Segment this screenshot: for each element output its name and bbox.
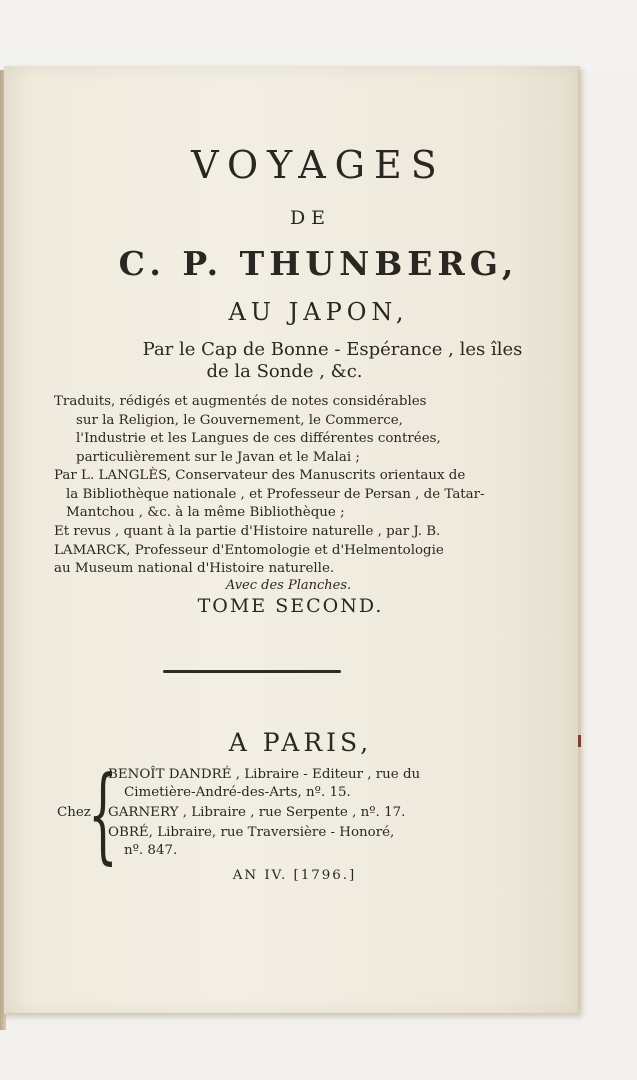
publisher-line: nº. 847. <box>124 843 178 858</box>
subtitle-line-1: Par le Cap de Bonne - Espérance , les îles <box>142 339 523 360</box>
translator-line: Par L. LANGLÈS, Conservateur des Manuscrits orientaux de <box>54 468 466 483</box>
title-destination: AU JAPON, <box>228 298 409 326</box>
reviewer-line: LAMARCK, Professeur d'Entomologie et d'Helmentologie <box>54 542 444 558</box>
reviewer-line: au Museum national d'Histoire naturelle. <box>54 561 335 576</box>
translator-line: la Bibliothèque nationale , et Professeur de Persan , de Tatar- <box>66 486 485 502</box>
imprint-year: AN IV. [1796.] <box>232 868 357 883</box>
background <box>0 0 637 70</box>
translation-line: Traduits, rédigés et augmentés de notes considérables <box>54 394 427 409</box>
divider-rule <box>163 670 341 673</box>
title-voyages: VOYAGES <box>191 143 446 187</box>
subtitle-line-2: de la Sonde , &c. <box>206 361 363 382</box>
title-author: C. P. THUNBERG, <box>118 244 519 283</box>
imprint-city: A PARIS, <box>228 728 373 757</box>
page-shadow <box>6 1013 580 1021</box>
translator-line: Mantchou , &c. à la même Bibliothèque ; <box>66 505 345 520</box>
plates-note: Avec des Planches. <box>225 578 352 593</box>
title-de: DE <box>289 207 332 229</box>
translation-line: particulièrement sur le Javan et le Malai ; <box>76 449 360 465</box>
publisher-line: BENOÎT DANDRÉ , Libraire - Editeur , rue du <box>108 767 421 782</box>
imprint-chez: Chez <box>57 805 91 820</box>
translation-line: l'Industrie et les Langues de ces différentes contrées, <box>76 431 441 446</box>
translation-line: sur la Religion, le Gouvernement, le Commerce, <box>76 412 403 428</box>
publisher-line: GARNERY , Libraire , rue Serpente , nº. 17. <box>108 805 406 820</box>
volume-label: TOME SECOND. <box>197 595 384 617</box>
brace-icon: { <box>88 753 118 875</box>
reviewer-line: Et revus , quant à la partie d'Histoire naturelle , par J. B. <box>54 524 441 539</box>
publisher-line: OBRÉ, Libraire, rue Traversière - Honoré, <box>108 825 395 840</box>
publisher-line: Cimetière-André-des-Arts, nº. 15. <box>124 785 351 800</box>
